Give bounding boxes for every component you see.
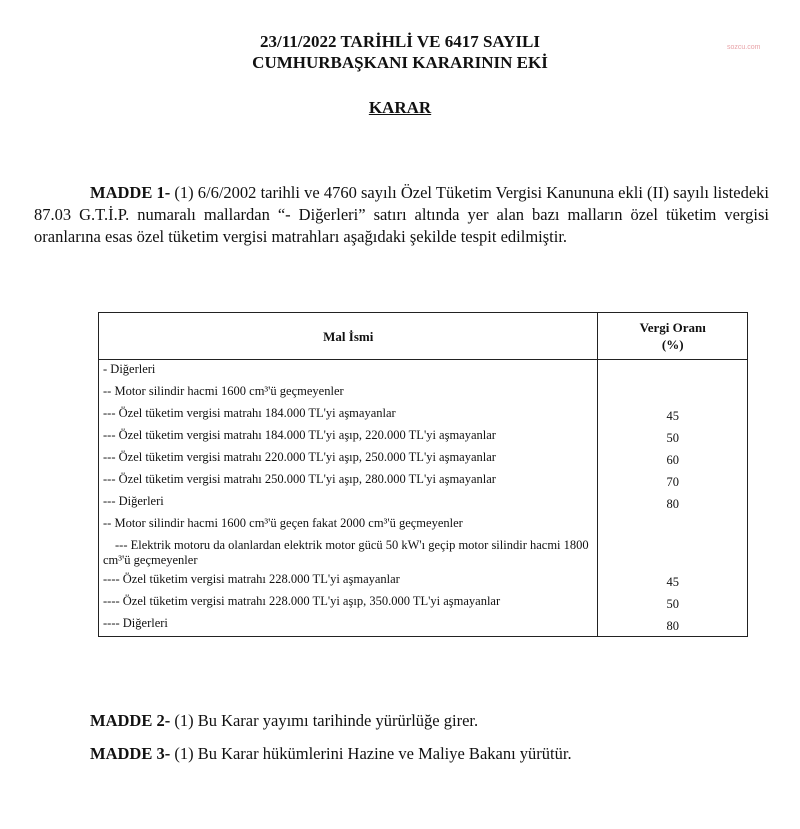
- row-rate: [598, 514, 748, 536]
- madde-3-paragraph: [90, 744, 572, 764]
- row-name: --- Özel tüketim vergisi matrahı 250.000 TL'yi aşıp, 280.000 TL'yi aşmayanlar: [99, 470, 598, 492]
- row-name: --- Diğerleri: [99, 492, 598, 514]
- madde-1-label: MADDE 1-: [90, 183, 171, 202]
- row-name: --- Elektrik motoru da olanlardan elektrik motor gücü 50 kW'ı geçip motor silindir hacmi 1800 cm³'ü geçmeyenler: [99, 536, 598, 570]
- table-row: [99, 592, 748, 614]
- table-row: [99, 404, 748, 426]
- column-header-vergi-orani-line-2: (%): [661, 337, 684, 352]
- table-row: [99, 360, 748, 383]
- table-row: [99, 470, 748, 492]
- column-header-vergi-orani: [598, 313, 748, 360]
- row-rate: [598, 360, 748, 383]
- row-name: --- Özel tüketim vergisi matrahı 184.000 TL'yi aşmayanlar: [99, 404, 598, 426]
- table-row: [99, 514, 748, 536]
- madde-3-label: MADDE 3-: [90, 744, 171, 763]
- row-rate: [598, 382, 748, 404]
- row-name: ---- Özel tüketim vergisi matrahı 228.000 TL'yi aşıp, 350.000 TL'yi aşmayanlar: [99, 592, 598, 614]
- row-rate: 50: [598, 592, 748, 614]
- row-name: ---- Özel tüketim vergisi matrahı 228.000 TL'yi aşmayanlar: [99, 570, 598, 592]
- column-header-vergi-orani-line-1: Vergi Oranı: [639, 320, 706, 335]
- madde-2-label: MADDE 2-: [90, 711, 171, 730]
- madde-2-text: (1) Bu Karar yayımı tarihinde yürürlüğe girer.: [170, 711, 479, 730]
- table-row: [99, 426, 748, 448]
- row-name: --- Özel tüketim vergisi matrahı 220.000 TL'yi aşıp, 250.000 TL'yi aşmayanlar: [99, 448, 598, 470]
- madde-1-paragraph: [34, 182, 769, 248]
- row-rate: [598, 536, 748, 570]
- table-row: [99, 570, 748, 592]
- table-row: [99, 492, 748, 514]
- table-row: [99, 382, 748, 404]
- table-row: [99, 448, 748, 470]
- column-header-mal-ismi: Mal İsmi: [99, 313, 598, 360]
- madde-1-text: (1) 6/6/2002 tarihli ve 4760 sayılı Özel Tüketim Vergisi Kanununa ekli (II) sayılı listedeki 87.03 G.T.İ.P. numaralı mallardan “- Diğerleri” satırı altında yer alan bazı malların özel tüketim vergisi oranlarına esas özel tüketim vergisi matrahları aşağıdaki şekilde tespit edilmiştir.: [34, 183, 769, 246]
- row-name: -- Motor silindir hacmi 1600 cm³'ü geçmeyenler: [99, 382, 598, 404]
- table-row: [99, 614, 748, 637]
- row-name: -- Motor silindir hacmi 1600 cm³'ü geçen fakat 2000 cm³'ü geçmeyenler: [99, 514, 598, 536]
- row-rate: 45: [598, 404, 748, 426]
- row-rate: 60: [598, 448, 748, 470]
- row-rate: 50: [598, 426, 748, 448]
- row-rate: 70: [598, 470, 748, 492]
- row-name: - Diğerleri: [99, 360, 598, 383]
- document-title-line-2: CUMHURBAŞKANI KARARININ EKİ: [252, 53, 548, 72]
- row-rate: 45: [598, 570, 748, 592]
- row-rate: 80: [598, 492, 748, 514]
- karar-heading: KARAR: [368, 98, 432, 117]
- tax-rate-table: [98, 312, 748, 637]
- madde-3-text: (1) Bu Karar hükümlerini Hazine ve Maliye Bakanı yürütür.: [170, 744, 572, 763]
- table-row: [99, 536, 748, 570]
- watermark-logo: sozcu.com: [727, 44, 761, 51]
- madde-2-paragraph: [90, 711, 478, 731]
- row-name: ---- Diğerleri: [99, 614, 598, 637]
- row-name: --- Özel tüketim vergisi matrahı 184.000 TL'yi aşıp, 220.000 TL'yi aşmayanlar: [99, 426, 598, 448]
- document-title-line-1: 23/11/2022 TARİHLİ VE 6417 SAYILI: [260, 32, 540, 51]
- row-rate: 80: [598, 614, 748, 637]
